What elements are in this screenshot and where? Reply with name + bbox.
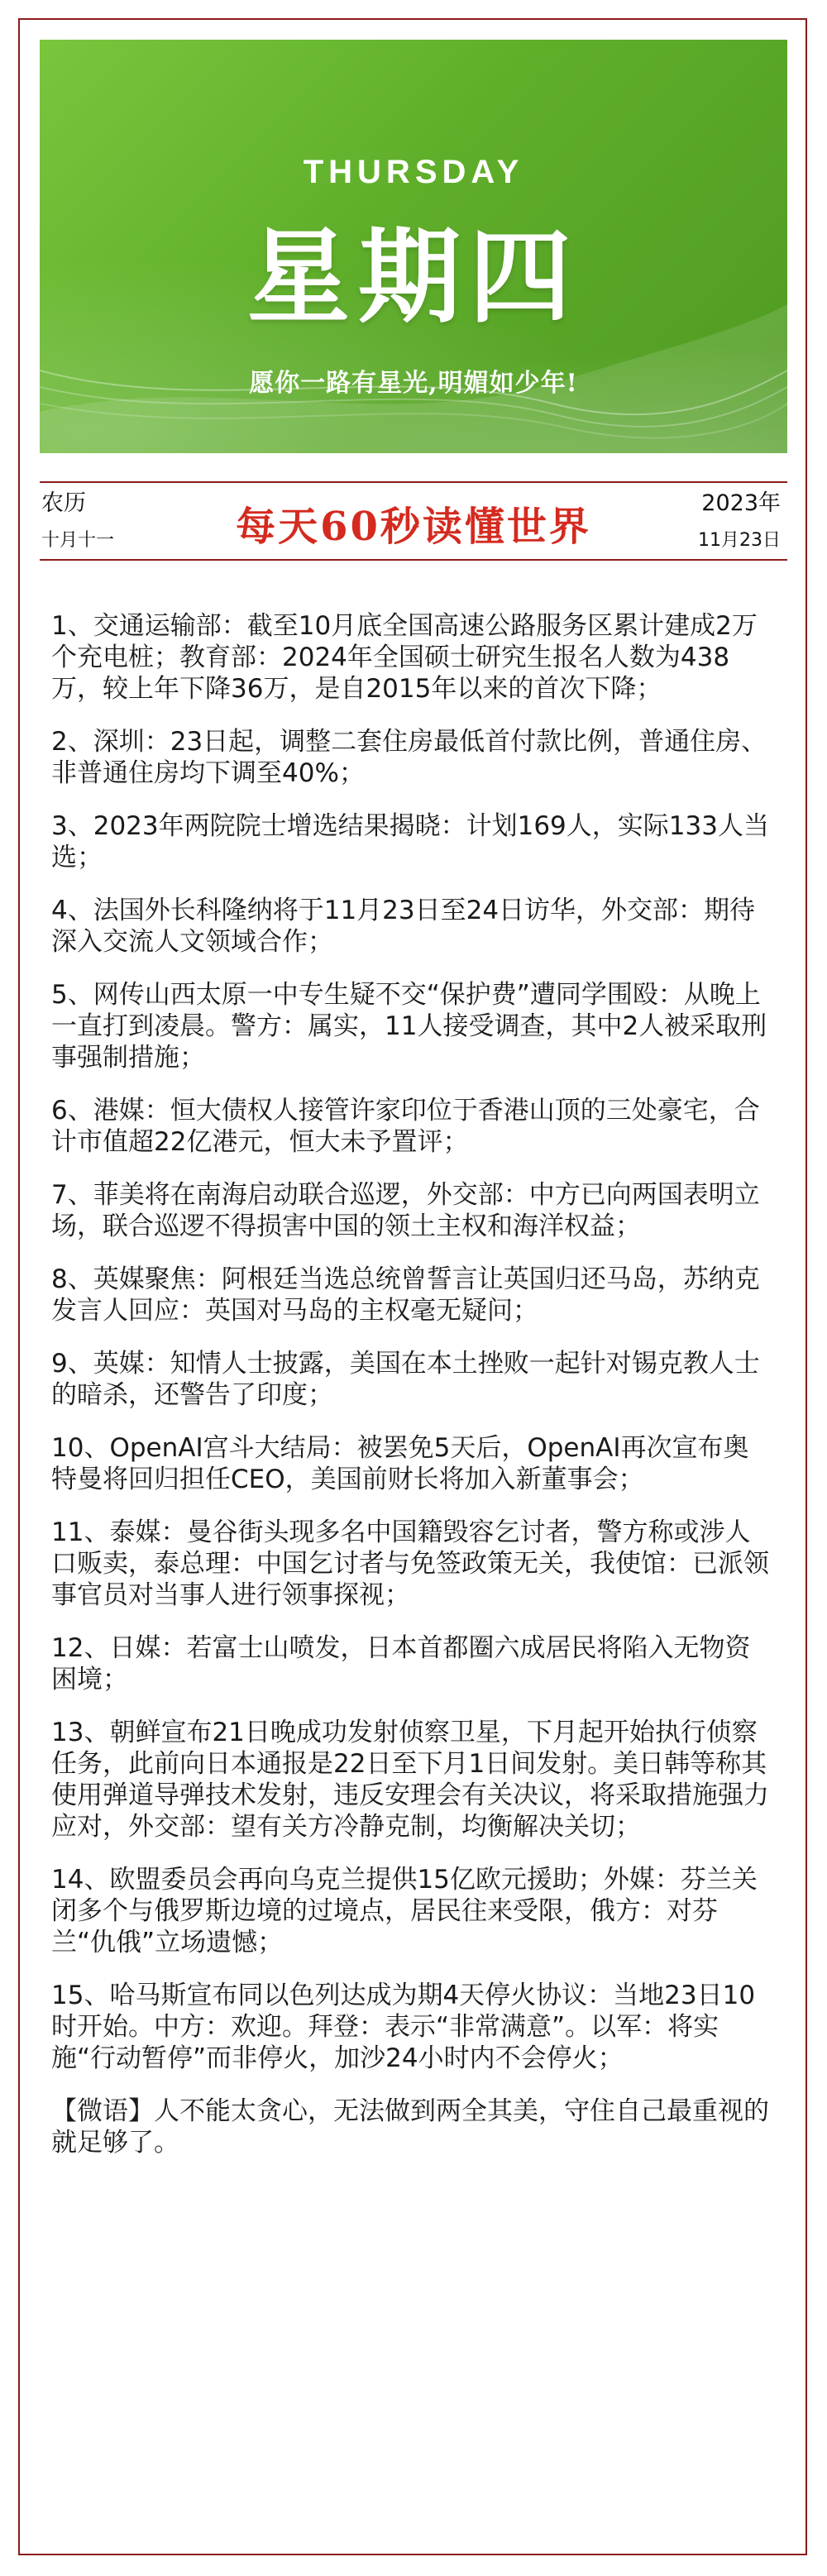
header-bottom-rule <box>40 559 787 561</box>
header-top-rule <box>40 481 787 483</box>
news-item: 14、欧盟委员会再向乌克兰提供15亿欧元援助；外媒：芬兰关闭多个与俄罗斯边境的过境点，居民往来受限，俄方：对芬兰“仇俄”立场遗憾； <box>51 1865 758 1957</box>
news-item: 1、交通运输部：截至10月底全国高速公路服务区累计建成2万个充电桩；教育部：2024年全国硕士研究生报名人数为438万，较上年下降36万，是自2015年以来的首次下降； <box>51 611 758 704</box>
news-list <box>51 610 774 2180</box>
news-item: 15、哈马斯宣布同以色列达成为期4天停火协议：当地23日10时开始。中方：欢迎。拜登：表示“非常满意”。以军：将实施“行动暂停”而非停火，加沙24小时内不会停火； <box>51 1981 756 2073</box>
weekday-banner <box>40 40 787 453</box>
weekday-english: THURSDAY <box>303 154 524 190</box>
news-item: 12、日媒：若富士山喷发，日本首都圈六成居民将陷入无物资困境； <box>51 1633 751 1694</box>
page-title: 每天60秒读懂世界 <box>236 504 591 550</box>
news-item: 3、2023年两院院士增选结果揭晓：计划169人，实际133人当选； <box>51 811 769 872</box>
news-item: 4、法国外长科隆纳将于11月23日至24日访华，外交部：期待深入交流人文领域合作； <box>51 896 756 957</box>
daily-quote: 【微语】人不能太贪心，无法做到两全其美，守住自己最重视的就足够了。 <box>51 2096 769 2158</box>
news-item: 13、朝鲜宣布21日晚成功发射侦察卫星，下月起开始执行侦察任务，此前向日本通报是22日至下月1日间发射。美日韩等称其使用弹道导弹技术发射，违反安理会有关决议，将采取措施强力应对，外交部：望有关方冷静克制，均衡解决关切； <box>51 1718 769 1842</box>
news-item: 10、OpenAI宫斗大结局：被罢免5天后，OpenAI再次宣布奥特曼将回归担任CEO，美国前财长将加入新董事会； <box>51 1433 749 1494</box>
news-item: 9、英媒：知情人士披露，美国在本土挫败一起针对锡克教人士的暗杀，还警告了印度； <box>51 1349 760 1410</box>
news-item: 2、深圳：23日起，调整二套住房最低首付款比例，普通住房、非普通住房均下调至40%； <box>51 727 767 788</box>
news-item: 7、菲美将在南海启动联合巡逻，外交部：中方已向两国表明立场，联合巡逻不得损害中国的领土主权和海洋权益； <box>51 1180 760 1241</box>
lunar-date: 十月十一 <box>41 530 115 551</box>
wish-slogan: 愿你一路有星光,明媚如少年! <box>249 369 578 398</box>
weekday-chinese: 星期四 <box>246 218 580 337</box>
news-item: 5、网传山西太原一中专生疑不交“保护费”遭同学围殴：从晚上一直打到凌晨。警方：属实，11人接受调查，其中2人被采取刑事强制措施； <box>51 980 767 1073</box>
news-item: 8、英媒聚焦：阿根廷当选总统曾誓言让英国归还马岛，苏纳克发言人回应：英国对马岛的主权毫无疑问； <box>51 1264 760 1326</box>
month-day-label: 11月23日 <box>698 530 781 551</box>
news-item: 6、港媒：恒大债权人接管许家印位于香港山顶的三处豪宅，合计市值超22亿港元，恒大未予置评； <box>51 1096 760 1157</box>
news-item: 11、泰媒：曼谷街头现多名中国籍毁容乞讨者，警方称或涉人口贩卖，泰总理：中国乞讨者与免签政策无关，我使馆：已派领事官员对当事人进行领事探视； <box>51 1517 769 1610</box>
lunar-label: 农历 <box>41 490 86 516</box>
year-label: 2023年 <box>701 490 781 516</box>
